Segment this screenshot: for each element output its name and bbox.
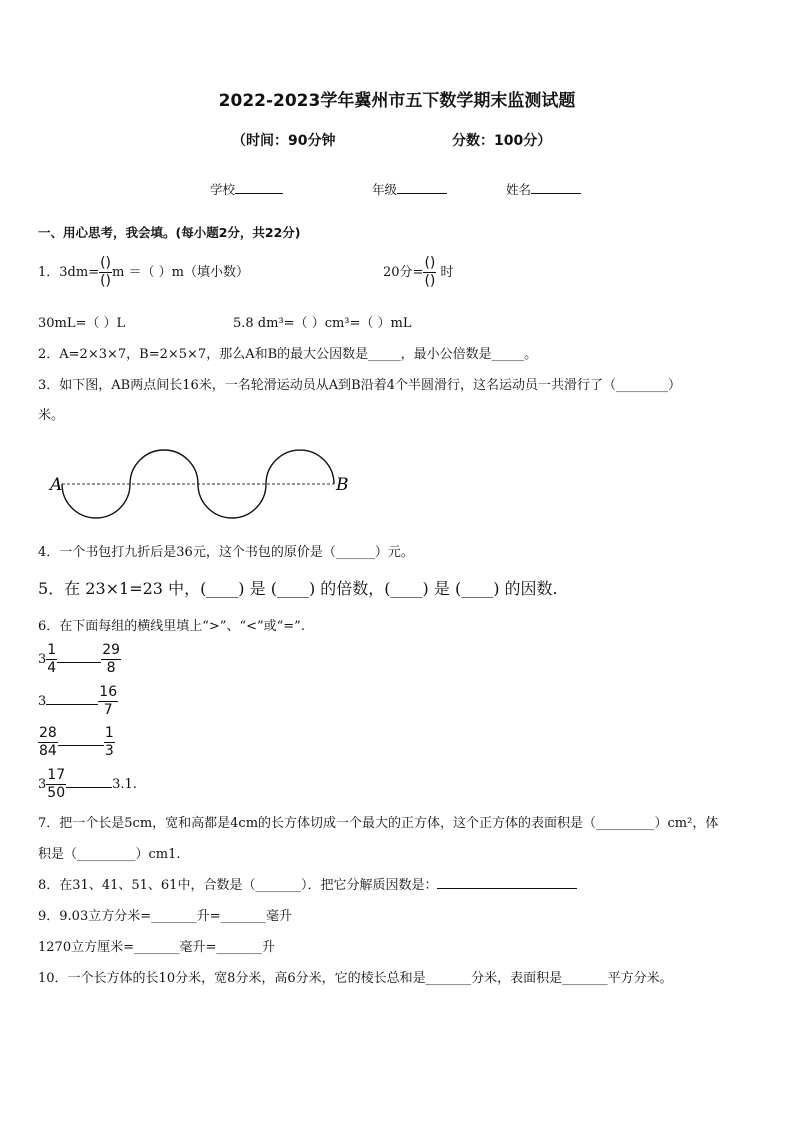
compare-row-1: 3 $\frac{1}{4}$ $\frac{29}{8}$	[38, 642, 121, 676]
time-label: （时间：90分钟	[232, 133, 336, 149]
point-b-label: B	[336, 475, 349, 495]
question-1d: 5.8 dm³=（ ）cm³=（ ）mL	[233, 316, 412, 331]
compare-row-4: 3 $\frac{17}{50}$ 3.1.	[38, 767, 137, 801]
question-3-cont: 米。	[38, 408, 65, 423]
question-1c: 30mL=（ ）L	[38, 316, 126, 331]
question-6: 6．在下面每组的横线里填上“>”、“<”或“=”.	[38, 619, 305, 634]
score-label: 分数：100分）	[452, 133, 552, 149]
question-7-cont: 积是（_________）cm1.	[38, 847, 181, 862]
fraction: $\frac{()}{()}$	[100, 255, 112, 289]
question-2: 2．A=2×3×7，B=2×5×7，那么A和B的最大公因数是_____，最小公倍数是_____。	[38, 347, 538, 362]
page-title: 2022-2023学年冀州市五下数学期末监测试题	[218, 91, 576, 111]
question-9: 9．9.03立方分米=_______升=_______毫升	[38, 909, 293, 924]
question-7: 7．把一个长是5cm，宽和高都是4cm的长方体切成一个最大的正方体，这个正方体的表面积是（_________）cm²，体	[38, 816, 719, 831]
compare-row-3: $\frac{28}{84}$ $\frac{1}{3}$	[39, 725, 114, 759]
question-10: 10．一个长方体的长10分米，宽8分米，高6分米，它的棱长总和是_______分米，表面积是_______平方分米。	[38, 971, 673, 986]
section-heading: 一、用心思考，我会填。(每小题2分，共22分)	[38, 225, 301, 240]
compare-row-2: 3 $\frac{16}{7}$	[38, 684, 118, 718]
question-1a: 1．3dm= $\frac{()}{()}$ m ＝（ ）m（填小数）	[38, 255, 249, 289]
name-label: 姓名	[506, 182, 532, 197]
fraction: $\frac{()}{()}$	[424, 255, 436, 289]
question-5: 5．在 23×1=23 中，(____) 是 (____) 的倍数，(____) 是 (____) 的因数.	[38, 579, 558, 598]
question-3: 3．如下图，AB两点间长16米，一名轮滑运动员从A到B沿着4个半圆滑行，这名运动员一共滑行了（________）	[38, 378, 681, 393]
question-4: 4．一个书包打九折后是36元，这个书包的原价是（______）元。	[38, 545, 414, 560]
question-9-cont: 1270立方厘米=_______毫升=_______升	[38, 940, 275, 955]
question-1b: 20分= $\frac{()}{()}$ 时	[383, 255, 454, 289]
semicircle-path-figure	[40, 440, 360, 525]
grade-field[interactable]	[372, 180, 447, 198]
name-field[interactable]	[506, 180, 581, 198]
question-8: 8．在31、41、51、61中，合数是（_______）．把它分解质因数是：	[38, 874, 577, 893]
point-a-label: A	[50, 475, 63, 495]
school-label: 学校	[210, 182, 236, 197]
grade-label: 年级	[372, 182, 398, 197]
school-field[interactable]	[210, 180, 283, 198]
